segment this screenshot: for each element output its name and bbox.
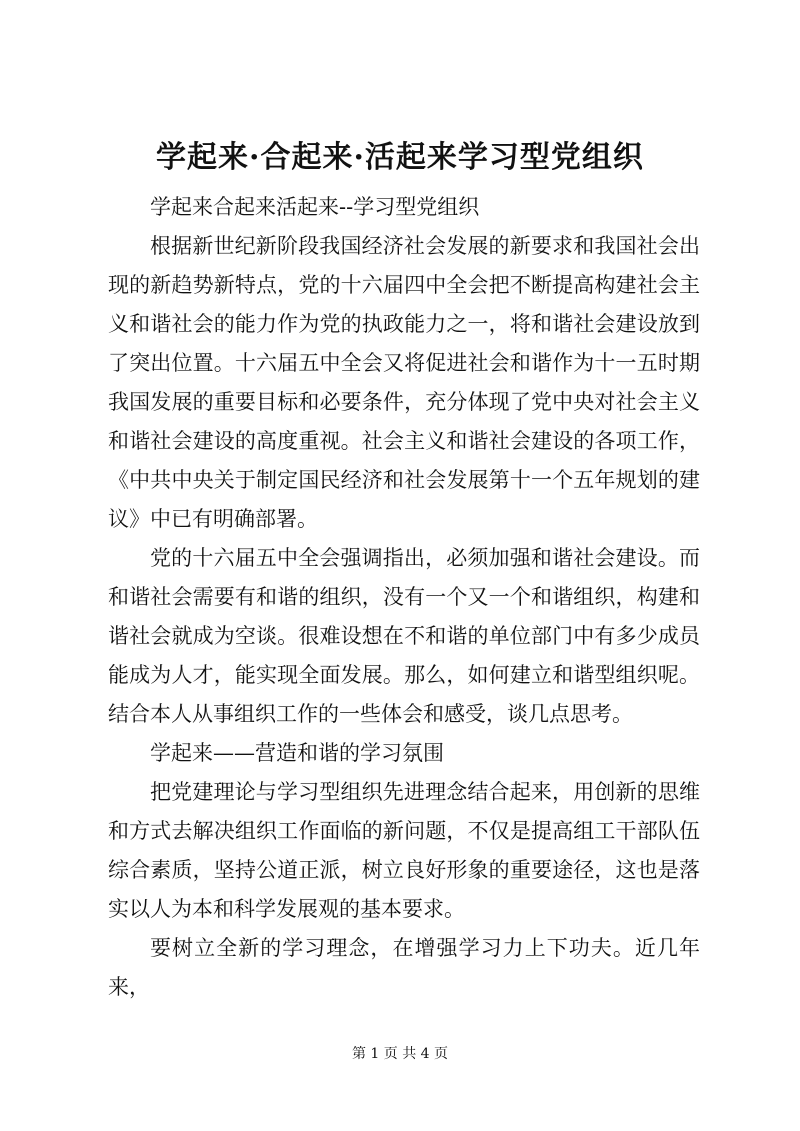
body-paragraph: 党的十六届五中全会强调指出，必须加强和谐社会建设。而和谐社会需要有和谐的组织，没有一个又一个和谐组织，构建和谐社会就成为空谈。很难设想在不和谐的单位部门中有多少成员能成为人才，能实现全面发展。那么，如何建立和谐型组织呢。结合本人从事组织工作的一些体会和感受，谈几点思考。 xyxy=(108,546,700,726)
document-title: 学起来·合起来·活起来学习型党组织 xyxy=(156,140,644,175)
document-body xyxy=(108,188,700,1007)
subtitle-paragraph: 学起来合起来活起来--学习型党组织 xyxy=(150,195,480,219)
body-paragraph: 要树立全新的学习理念，在增强学习力上下功夫。近几年来， xyxy=(108,936,700,999)
body-paragraph: 把党建理论与学习型组织先进理念结合起来，用创新的思维和方式去解决组织工作面临的新问题，不仅是提高组工干部队伍综合素质，坚持公道正派，树立良好形象的重要途径，这也是落实以人为本和科学发展观的基本要求。 xyxy=(108,780,700,921)
body-paragraph: 根据新世纪新阶段我国经济社会发展的新要求和我国社会出现的新趋势新特点，党的十六届四中全会把不断提高构建社会主义和谐社会的能力作为党的执政能力之一，将和谐社会建设放到了突出位置。十六届五中全会又将促进社会和谐作为十一五时期我国发展的重要目标和必要条件，充分体现了党中央对社会主义和谐社会建设的高度重视。社会主义和谐社会建设的各项工作，《中共中央关于制定国民经济和社会发展第十一个五年规划的建议》中已有明确部署。 xyxy=(108,234,700,531)
page-footer: 第 1 页 共 4 页 xyxy=(351,1046,449,1062)
section-heading: 学起来——营造和谐的学习氛围 xyxy=(150,741,444,765)
